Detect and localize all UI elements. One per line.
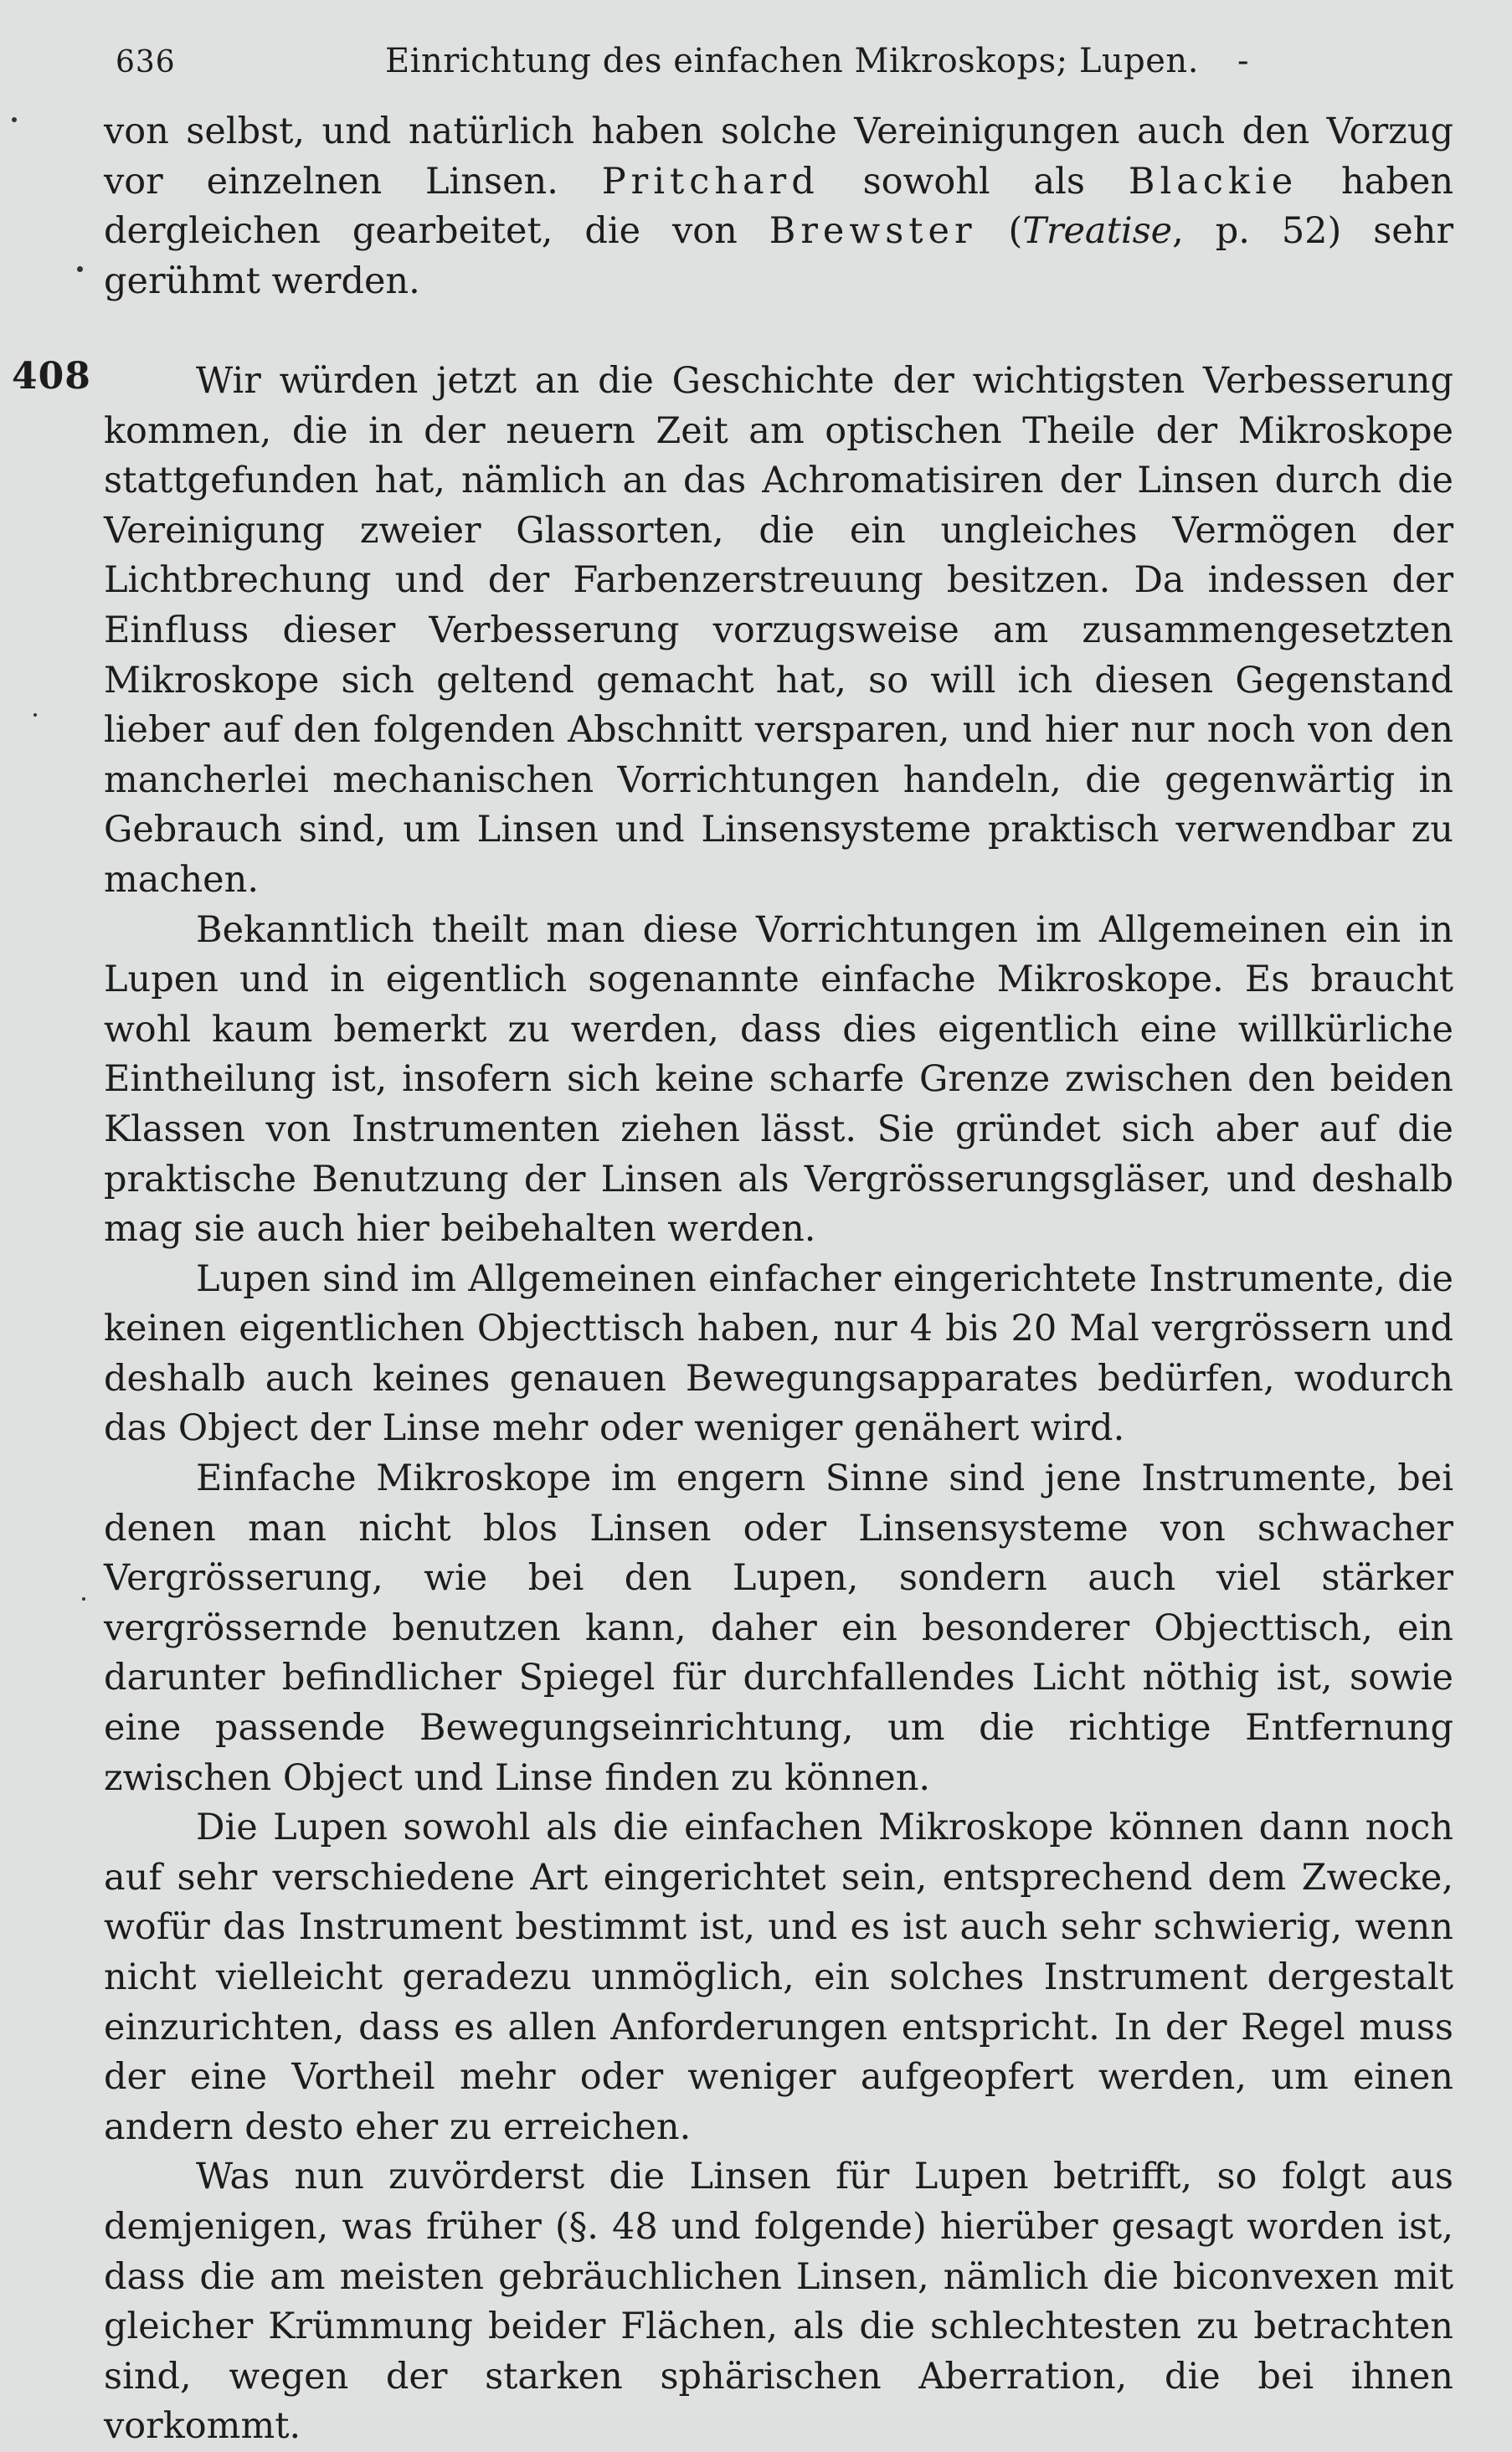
margin-speck bbox=[12, 117, 17, 122]
text-run: von selbst, und natürlich haben solche Vereinigungen auch den Vorzug vor einzelnen Linsen. bbox=[104, 111, 1453, 203]
running-head-title: Einrichtung des einfachen Mikroskops; Lupen. bbox=[385, 42, 1199, 80]
text-run: haben dergleichen gearbeitet, die von bbox=[104, 160, 1454, 253]
section-number: 408 bbox=[12, 355, 91, 398]
margin-speck bbox=[33, 713, 37, 717]
person-name: Brewster bbox=[769, 210, 977, 253]
text-run: ( bbox=[976, 210, 1023, 253]
text-run: sowohl als bbox=[819, 160, 1129, 203]
margin-speck bbox=[77, 266, 83, 272]
book-title: Treatise bbox=[1022, 210, 1173, 253]
paragraph: Die Lupen sowohl als die einfachen Mikroskope können dann noch auf sehr verschiedene Art eingerichtet sein, entsprechend dem Zwecke, wofür das Instrument bestimmt ist, und es ist auch sehr schwierig, wenn nicht vielleicht geradezu unmöglich, ein solches Instrument dergestalt einzurichten, dass es allen Anforderungen entspricht. In der Regel muss der eine Vortheil mehr oder weniger aufgeopfert werden, um einen andern desto eher zu erreichen. bbox=[104, 1807, 1453, 2148]
page-number: 636 bbox=[116, 45, 176, 80]
continuation-text bbox=[104, 107, 1453, 306]
section-text bbox=[104, 357, 1453, 2452]
running-head-mark: - bbox=[1237, 42, 1249, 80]
paragraph: Wir würden jetzt an die Geschichte der wichtigsten Verbesserung kommen, die in der neuern Zeit am optischen Theile der Mikroskope stattgefunden hat, nämlich an das Achromatisiren der Linsen durch die Vereinigung zweier Glassorten, die ein ungleiches Vermögen der Lichtbrechung und der Farbenzerstreuung besitzen. Da indessen der Einfluss dieser Verbesserung vorzugsweise am zusammengesetzten Mikroskope sich geltend gemacht hat, so will ich diesen Gegenstand lieber auf den folgenden Abschnitt versparen, und hier nur noch von den mancherlei mechanischen Vorrichtungen handeln, die gegenwärtig in Gebrauch sind, um Linsen und Linsensysteme praktisch verwendbar zu machen. bbox=[104, 360, 1453, 901]
paragraph: Lupen sind im Allgemeinen einfacher eingerichtete Instrumente, die keinen eigentlichen Objecttisch haben, nur 4 bis 20 Mal vergrössern und deshalb auch keines genauen Bewegungsapparates bedürfen, wodurch das Object der Linse mehr oder weniger genähert wird. bbox=[104, 1257, 1453, 1450]
running-head bbox=[109, 42, 1465, 92]
text-run: , p. 52) sehr gerühmt werden. bbox=[104, 210, 1454, 302]
person-name: Blackie bbox=[1128, 160, 1299, 203]
paragraph: Bekanntlich theilt man diese Vorrichtungen im Allgemeinen ein in Lupen und in eigentlich sogenannte einfache Mikroskope. Es braucht wohl kaum bemerkt zu werden, dass dies eigentlich eine willkürliche Eintheilung ist, insofern sich keine scharfe Grenze zwischen den beiden Klassen von Instrumenten ziehen lässt. Sie gründet sich aber auf die praktische Benutzung der Linsen als Vergrösserungsgläser, und deshalb mag sie auch hier beibehalten werden. bbox=[104, 908, 1453, 1251]
continuation-paragraph bbox=[104, 107, 1453, 306]
paragraph: Einfache Mikroskope im engern Sinne sind jene Instrumente, bei denen man nicht blos Linsen oder Linsensysteme von schwacher Vergrösserung, wie bei den Lupen, sondern auch viel stärker vergrössernde benutzen kann, daher ein besonderer Objecttisch, ein darunter befindlicher Spiegel für durchfallendes Licht nöthig ist, sowie eine passende Bewegungseinrichtung, um die richtige Entfernung zwischen Object und Linse finden zu können. bbox=[104, 1457, 1453, 1799]
paragraph: Was nun zuvörderst die Linsen für Lupen betrifft, so folgt aus demjenigen, was früher (§. 48 und folgende) hierüber gesagt worden ist, dass die am meisten gebräuchlichen Linsen, nämlich die biconvexen mit gleicher Krümmung beider Flächen, als die schlechtesten zu betrachten sind, wegen der starken sphärischen Aberration, die bei ihnen vorkommt. bbox=[104, 2156, 1453, 2448]
margin-speck bbox=[82, 1597, 85, 1601]
person-name: Pritchard bbox=[601, 160, 820, 203]
